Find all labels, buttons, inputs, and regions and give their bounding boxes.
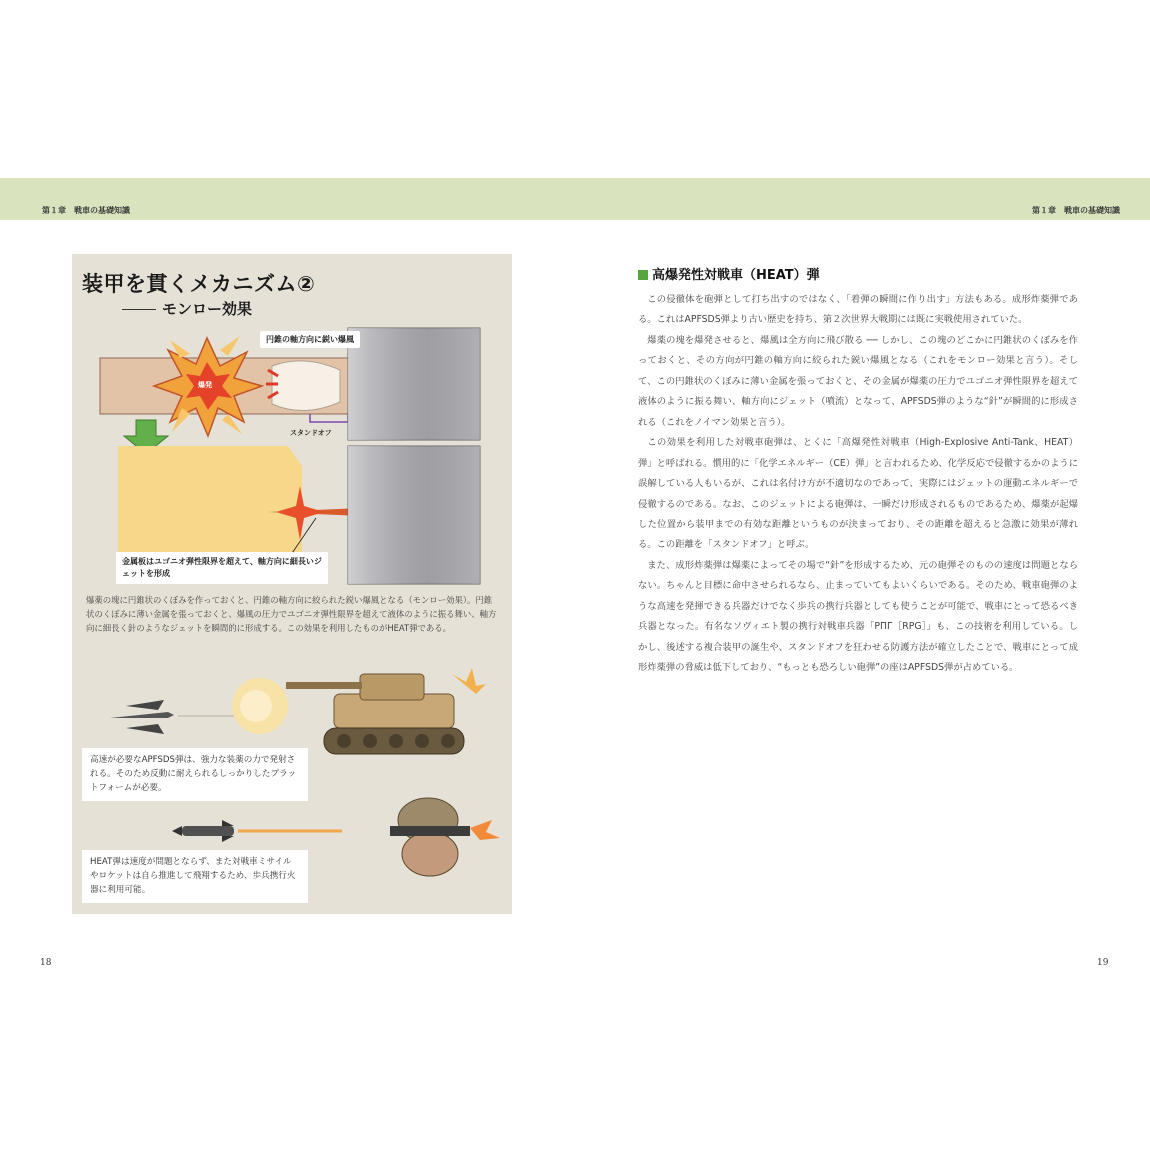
explosion-label: 爆発 bbox=[198, 381, 212, 389]
section-heading bbox=[638, 264, 820, 283]
panel-caption: 爆薬の塊に円錐状のくぼみを作っておくと、円錐の軸方向に絞られた鋭い爆風となる（モンロー効果）。円錐状のくぼみに薄い金属を張っておくと、爆風の圧力でユゴニオ弾性限界を超えて液体のように振る舞い、軸方向に細長く針のようなジェットを瞬間的に形成する。この効果を利用したものがHEAT弾である。 bbox=[86, 595, 497, 633]
callout-metal-label: 金属板はユゴニオ弾性限界を超えて、軸方向に細長いジェットを形成 bbox=[116, 552, 328, 584]
heat-caption: HEAT弾は速度が問題とならず、また対戦車ミサイルやロケットは自ら推進して飛翔するため、歩兵携行火器に利用可能。 bbox=[82, 850, 308, 903]
body-text bbox=[638, 290, 1078, 679]
callout-jet-label: 円錐の軸方向に鋭い爆風 bbox=[260, 331, 360, 348]
illustration-panel bbox=[72, 254, 512, 914]
apfsds-caption: 高速が必要なAPFSDS弾は、強力な装薬の力で発射される。そのため反動に耐えられるしっかりしたプラットフォームが必要。 bbox=[82, 748, 308, 801]
monroe-effect-illustration bbox=[72, 254, 512, 914]
heat-missile-icon bbox=[172, 820, 234, 842]
standoff-label: スタンドオフ bbox=[290, 429, 332, 437]
charge-body-detonated bbox=[118, 446, 302, 554]
tank-icon bbox=[286, 674, 464, 754]
apfsds-projectile-icon bbox=[110, 700, 174, 734]
chapter-label-right: 第１章 戦車の基礎知識 bbox=[1032, 206, 1120, 215]
heading-square-icon bbox=[638, 270, 648, 280]
cone-liner bbox=[272, 361, 340, 411]
body-paragraph: この効果を利用した対戦車砲弾は、とくに「高爆発性対戦車（High-Explosive Anti-Tank、HEAT）弾」と呼ばれる。慣用的に「化学エネルギー（CE）弾」と言われるため、化学反応で侵徹するかのように誤解している人もいるが、これは名付け方が不適切なのであって、実際にはジェットの運動エネルギーで侵徹するのである。なお、このジェットによる砲弾は、一瞬だけ形成されるものであるため、爆薬が起爆した位置から装甲までの有効な距離というものが決まっており、その距離を超えると急激に効果が薄れる。この距離を「スタンドオフ」と呼ぶ。 bbox=[638, 437, 1078, 551]
section-heading-text: 高爆発性対戦車（HEAT）弾 bbox=[652, 268, 820, 283]
panel-title: 装甲を貫くメカニズム② bbox=[82, 272, 316, 296]
blast-arrow-icon bbox=[220, 336, 240, 356]
chapter-header-band bbox=[0, 178, 1150, 220]
body-paragraph: また、成形炸薬弾は爆薬によってその場で“針”を形成するため、元の砲弾そのものの速度は問題とならない。ちゃんと目標に命中させられるなら、止まっていてもよいくらいである。そのため、戦車砲弾のような高速を発揮できる兵器だけでなく歩兵の携行兵器としても使うことが可能で、戦車にとって恐るべき兵器となった。有名なソヴィエト製の携行対戦車兵器「РПГ［RPG］」も、この技術を利用している。しかし、後述する複合装甲の誕生や、スタンドオフを狂わせる防護方法が確立したことで、戦車にとって成形炸薬弾の脅威は低下しており、“もっとも恐ろしい砲弾”の座はAPFSDS弾が占めている。 bbox=[638, 559, 1078, 674]
recoil-burst-icon bbox=[452, 668, 486, 694]
backblast-icon bbox=[470, 820, 500, 840]
chapter-label-left: 第１章 戦車の基礎知識 bbox=[42, 206, 130, 215]
panel-subtitle-text: モンロー効果 bbox=[162, 300, 253, 318]
soldier-icon bbox=[390, 798, 470, 876]
page-number-left: 18 bbox=[40, 958, 52, 968]
page-number-right: 19 bbox=[1097, 958, 1109, 968]
body-paragraph: この侵徹体を砲弾として打ち出すのではなく、「着弾の瞬間に作り出す」方法もある。成形炸薬弾である。これはAPFSDS弾より古い歴史を持ち、第２次世界大戦期には既に実戦使用されていた。 bbox=[638, 294, 1078, 326]
standoff-bracket bbox=[310, 414, 348, 422]
body-paragraph: 爆薬の塊を爆発させると、爆風は全方向に飛び散る ── しかし、この塊のどこかに円錐状のくぼみを作っておくと、その方向が円錐の軸方向に絞られた鋭い爆風となる（これをモンロー効果と言う）。そして、この円錐状のくぼみに薄い金属を張っておくと、その金属が爆薬の圧力でユゴニオ弾性限界を超えて液体のように振る舞い、軸方向にジェット（噴流）となって、APFSDS弾のような“針”が瞬間的に形成される（これをノイマン効果と言う）。 bbox=[638, 334, 1078, 428]
